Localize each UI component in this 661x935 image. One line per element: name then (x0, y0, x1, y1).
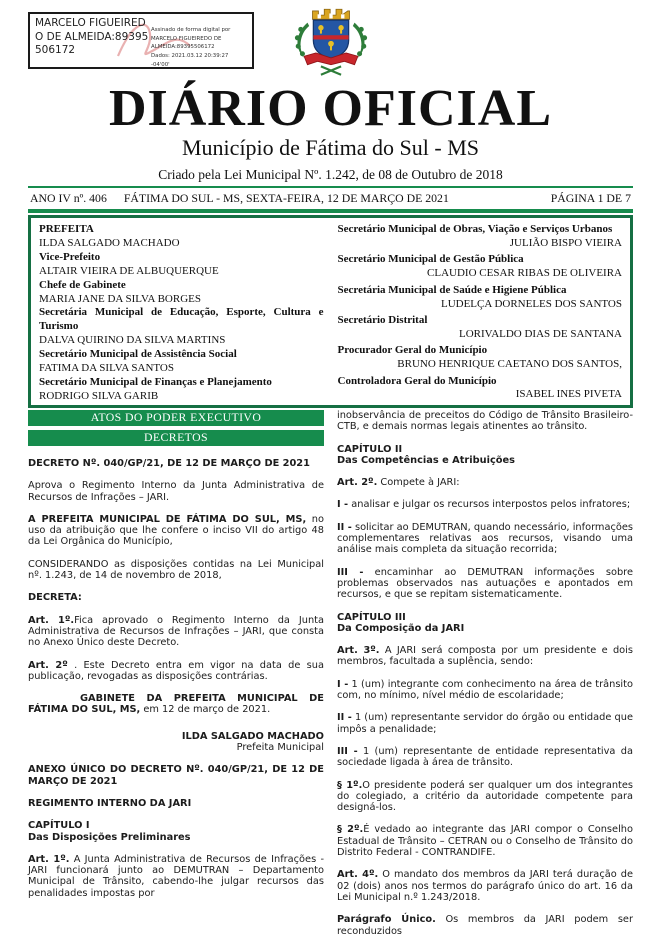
preamble-paragraph (28, 514, 324, 548)
paragraph-lead: GABINETE DA PREFEITA MUNICIPAL DE FÁTIMA DO SUL, MS, (28, 693, 324, 716)
official-entry (338, 253, 623, 281)
official-role: Chefe de Gabinete (39, 278, 126, 291)
continuation-paragraph (337, 410, 633, 433)
signature-details-line: MARCELO FIGUEIREDO DE (151, 35, 222, 42)
page-indicator: PÁGINA 1 DE 7 (550, 191, 631, 205)
paragraph-lead: A PREFEITA MUNICIPAL DE FÁTIMA DO SUL, MS, (28, 513, 307, 525)
annex-heading (28, 764, 324, 787)
coat-of-arms-icon (289, 4, 373, 80)
official-name: JULIÃO BISPO VIEIRA (509, 236, 622, 249)
paragraph-lead: I - (337, 678, 349, 690)
official-name: MARIA JANE DA SILVA BORGES (39, 292, 201, 305)
official-entry (39, 306, 324, 348)
content-columns (28, 410, 633, 935)
composition-item-ii-paragraph (337, 712, 633, 735)
paragraph-text: Os membros da JARI podem ser reconduzidos (337, 914, 633, 935)
paragraph-text: Compete à JARI: (377, 477, 460, 489)
section-banner-decrees: DECRETOS (28, 430, 324, 446)
paragraph-text: O presidente poderá ser qualquer um dos integrantes do colegiado, a critério da autoridade competente para designá-los. (337, 779, 634, 814)
decreta-heading (28, 592, 324, 603)
official-entry (39, 223, 324, 251)
paragraph-text: encaminhar ao DEMUTRAN informações sobre problemas observados nas autuações e apontados em recursos, e que se repitam sistematicamente. (337, 566, 634, 601)
edition-number: ANO IV nº. 406 (30, 191, 107, 205)
official-role: Secretário Municipal de Assistência Social (39, 348, 237, 361)
decree-summary (28, 480, 324, 503)
paragraph-text: . Este Decreto entra em vigor na data de sua publicação, revogadas as disposições contrárias. (28, 659, 324, 682)
paragraph-2-clause (337, 824, 633, 858)
paragraph-lead: CAPÍTULO II (337, 443, 403, 455)
chapter-1-subtitle (28, 832, 324, 843)
official-entry (338, 375, 623, 403)
paragraph-text: A Junta Administrativa de Recursos de Infrações - JARI funcionará junto ao DEMUTRAN – Departamento Municipal de Trânsito, cabendo-lhe julgar recursos das penalidades impostas por (28, 853, 324, 899)
official-role: Secretário Municipal de Gestão Pública (337, 253, 524, 266)
paragraph-lead: Art. 1º. (28, 853, 70, 865)
article-2-annex-paragraph (337, 477, 633, 488)
official-name: BRUNO HENRIQUE CAETANO DOS SANTOS, (397, 358, 622, 371)
official-role: Secretário Distrital (337, 313, 428, 326)
paragraph-text: analisar e julgar os recursos interpostos pelos infratores; (348, 499, 631, 511)
paragraph-lead: II - (337, 712, 352, 724)
official-entry (39, 251, 324, 279)
considerando-paragraph (28, 559, 324, 582)
official-role: PREFEITA (39, 223, 94, 235)
official-role: Vice-Prefeito (39, 250, 101, 263)
digital-signature-box (28, 12, 254, 69)
paragraph-lead: § 1º. (337, 779, 363, 791)
paragraph-lead: DECRETA: (28, 592, 82, 604)
paragraph-text: 1 (um) representante servidor do órgão ou entidade que impôs a penalidade; (337, 712, 633, 735)
official-entry (338, 344, 623, 372)
official-role: Controladora Geral do Município (337, 374, 497, 387)
paragraph-lead: ANEXO ÚNICO DO DECRETO Nº. 040/GP/21, DE 12 DE MARÇO DE 2021 (28, 764, 324, 787)
paragraph-lead: III - (337, 566, 364, 578)
official-entry (338, 284, 623, 312)
section-banner-executive: ATOS DO PODER EXECUTIVO (28, 410, 324, 426)
officials-column-right (338, 223, 623, 401)
paragraph-text: solicitar ao DEMUTRAN, quando necessário, informações complementares relativas aos recursos, visando uma análise mais completa da situação recorrida; (337, 521, 633, 556)
official-role: Procurador Geral do Município (337, 344, 488, 357)
paragraph-text: A JARI será composta por um presidente e dois membros, facultada a suplência, sendo: (337, 645, 633, 668)
article-4-paragraph (337, 869, 633, 903)
issue-date: FÁTIMA DO SUL - MS, SEXTA-FEIRA, 12 DE MARÇO DE 2021 (123, 191, 449, 205)
paragraph-text: CONSIDERANDO as disposições contidas na Lei Municipal nº. 1.243, de 14 de novembro de 2018, (28, 558, 324, 582)
official-name: FATIMA DA SILVA SANTOS (39, 362, 174, 375)
mayor-signature-title (28, 742, 324, 753)
official-entry (39, 279, 324, 307)
official-name: RODRIGO SILVA GARIB (39, 389, 159, 402)
page-title: DIÁRIO OFICIAL (108, 80, 553, 137)
official-role: Secretário Municipal de Finanças e Planejamento (39, 375, 272, 388)
paragraph-lead: Art. 3º. (337, 645, 380, 657)
article-2-paragraph (28, 660, 324, 683)
article-3-paragraph (337, 645, 633, 668)
coat-of-arms (289, 4, 373, 84)
official-role: Secretária Municipal de Educação, Esporte, Cultura e Turismo (39, 306, 324, 333)
item-ii-paragraph (337, 522, 633, 556)
official-name: DALVA QUIRINO DA SILVA MARTINS (39, 334, 226, 347)
paragraph-text: 1 (um) integrante com conhecimento na área de trânsito com, no mínimo, nível médio de escolaridade; (337, 678, 633, 702)
paragraph-text: 1 (um) representante de entidade representativa da sociedade ligada à área de trânsito. (337, 745, 633, 769)
paragraph-lead: I - (337, 499, 349, 511)
dateline-left (30, 191, 449, 206)
official-entry (39, 348, 324, 376)
official-role: Secretário Municipal de Obras, Viação e Serviços Urbanos (337, 223, 613, 235)
paragraph-text: Fica aprovado o Regimento Interno da Junta Administrativa de Recursos de Infrações – JARI, que consta no Anexo Único deste Decreto. (28, 614, 324, 649)
paragraph-text: O mandato dos membros da JARI terá duração de 02 (dois) anos nos termos do parágrafo único do art. 16 da Lei Municipal n.º 1.243/2018. (337, 869, 633, 903)
item-iii-paragraph (337, 567, 633, 601)
article-1-paragraph (28, 615, 324, 649)
official-entry (39, 376, 324, 404)
content-column-left (28, 410, 324, 935)
paragraph-text: inobservância de preceitos do Código de Trânsito Brasileiro-CTB, e demais normas legais atinentes ao trânsito. (337, 410, 633, 433)
paragraph-lead: Art. 2º (28, 659, 68, 671)
item-i-paragraph (337, 499, 633, 510)
chapter-3-heading (337, 612, 633, 623)
masthead (0, 82, 661, 183)
official-name: CLAUDIO CESAR RIBAS DE OLIVEIRA (427, 267, 622, 280)
official-name: LORIVALDO DIAS DE SANTANA (459, 327, 622, 340)
paragraph-lead: Das Disposições Preliminares (28, 831, 191, 843)
paragraph-1-clause (337, 780, 633, 814)
paragraph-lead: Parágrafo Único. (337, 914, 436, 926)
composition-item-i-paragraph (337, 679, 633, 702)
creation-law-line: Criado pela Lei Municipal Nº. 1.242, de 08 de Outubro de 2018 (158, 167, 503, 183)
municipality-subtitle: Município de Fátima do Sul - MS (182, 135, 479, 161)
composition-item-iii-paragraph (337, 746, 633, 769)
official-name: LUDELÇA DORNELES DOS SANTOS (440, 297, 622, 310)
decree-heading (28, 458, 324, 469)
chapter-3-subtitle (337, 623, 633, 634)
signature-details-line: Dados: 2021.03.12 20:39:27 -04'00' (151, 52, 229, 68)
paragraph-lead: CAPÍTULO III (337, 611, 406, 623)
signer-name: MARCELO FIGUEIREDO DE ALMEIDA:89395506172 (35, 17, 149, 57)
paragrafo-unico-paragraph (337, 914, 633, 935)
annex-article-1-paragraph (28, 854, 324, 899)
paragraph-text: Aprova o Regimento Interno da Junta Administrativa de Recursos de Infrações – JARI. (28, 480, 324, 503)
paragraph-text: no uso da atribuição que lhe confere o inciso VII do artigo 48 da Lei Orgânica do Município, (28, 513, 324, 548)
official-entry (338, 223, 623, 251)
mayor-signature-name (28, 731, 324, 742)
paragraph-text: Prefeita Municipal (236, 742, 324, 754)
content-column-right (337, 410, 633, 935)
paragraph-lead: DECRETO Nº. 040/GP/21, DE 12 DE MARÇO DE 2021 (28, 458, 310, 469)
signature-details-line: Assinado de forma digital por (151, 27, 231, 33)
officials-column-left (39, 223, 324, 401)
paragraph-lead: Das Competências e Atribuições (337, 454, 515, 466)
chapter-2-heading (337, 444, 633, 455)
signature-details (151, 17, 248, 68)
officials-box (28, 215, 633, 408)
official-name: ILDA SALGADO MACHADO (39, 236, 180, 249)
paragraph-lead: Art. 1º. (28, 614, 75, 626)
chapter-1-heading (28, 820, 324, 831)
gabinete-paragraph (28, 693, 324, 716)
paragraph-lead: Art. 4º. (337, 869, 379, 881)
paragraph-lead: § 2º. (337, 824, 364, 836)
paragraph-text: em 12 de março de 2021. (140, 704, 271, 716)
paragraph-lead: REGIMENTO INTERNO DA JARI (28, 797, 192, 809)
paragraph-lead: Art. 2º. (337, 477, 378, 489)
dateline-band (28, 186, 633, 213)
regimento-heading (28, 798, 324, 809)
official-name: ALTAIR VIEIRA DE ALBUQUERQUE (39, 264, 219, 277)
official-role: Secretária Municipal de Saúde e Higiene Pública (337, 283, 567, 296)
official-name: ISABEL INES PIVETA (515, 388, 622, 401)
paragraph-lead: II - (337, 521, 352, 533)
paragraph-lead: CAPÍTULO I (28, 820, 90, 832)
paragraph-lead: Da Composição da JARI (337, 622, 465, 634)
paragraph-lead: ILDA SALGADO MACHADO (181, 730, 324, 742)
paragraph-lead: III - (337, 745, 358, 757)
signature-details-line: ALMEIDA:89395506172 (151, 44, 215, 51)
chapter-2-subtitle (337, 455, 633, 466)
official-entry (338, 314, 623, 342)
paragraph-text: É vedado ao integrante das JARI compor o Conselho Estadual de Trânsito – CETRAN ou o Conselho de Trânsito do Distrito Federal - CONTRANDIFE. (337, 824, 633, 859)
